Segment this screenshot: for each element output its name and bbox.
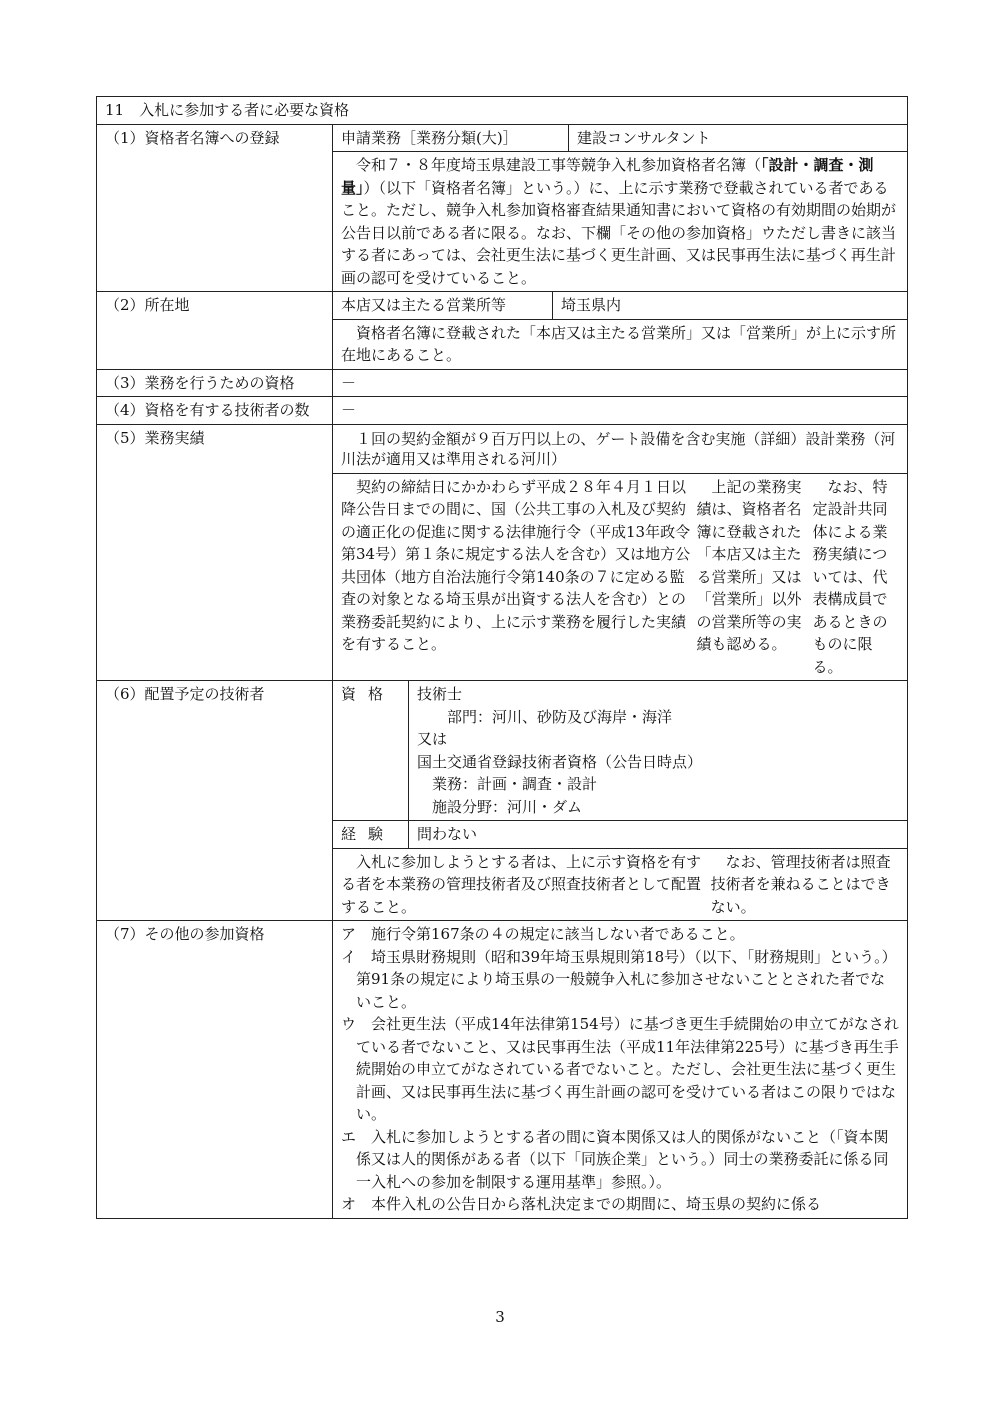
row-label: （7）その他の参加資格 <box>97 921 333 1218</box>
row-other-qualifications <box>97 920 907 1218</box>
list-item: エ 入札に参加しようとする者の間に資本関係又は人的関係がないこと（「資本関係又は人的関係がある者（以下「同族企業」という。）同士の業務委託に係る同一入札への参加を制限する運用基準」参照。）。 <box>341 1127 889 1191</box>
list-item: イ 埼玉県財務規則（昭和39年埼玉県規則第18号）（以下、「財務規則」という。）第91条の規定により埼玉県の一般競争入札に参加させないこととされた者でないこと。 <box>341 947 897 1011</box>
row-label: （3）業務を行うための資格 <box>97 370 333 397</box>
section-title-row <box>97 97 907 124</box>
page-number: 3 <box>495 1308 505 1326</box>
qualification-table <box>96 96 908 1219</box>
row-value: － <box>341 373 357 392</box>
qualification-values: 技術士 部門：河川、砂防及び海岸・海洋 又は 国土交通省登録技術者資格（公告日時点） 業務：計画・調査・設計 施設分野：河川・ダム <box>417 685 703 816</box>
list-item: オ 本件入札の公告日から落札決定までの期間に、埼玉県の契約に係る <box>341 1195 822 1213</box>
row-label: （5）業務実績 <box>97 425 333 681</box>
row-assigned-engineer <box>97 680 907 920</box>
row-value: － <box>341 401 357 419</box>
experience-key: 経験 <box>333 821 409 848</box>
record-details: 契約の締結日にかかわらず平成２８年４月１日以降公告日までの間に、国（公共工事の入札及び契約の適正化の促進に関する法律施行令（平成13年政令第34号）第１条に規定する法人を含む）又は地方公共団体（地方自治法施行令第140条の７に定める監査の対象となる埼玉県が出資する法人を含む）との業務委託契約により、上に示す業務を履行した実績を有すること。 上記の業務実績は、資格者名簿に登載された「本店又は主たる営業所」又は「営業所」以外の営業所等の実績も認める。 なお、特定設計共同体による業務実績については、代表構成員であるときのものに限る。 <box>341 477 888 676</box>
other-qualifications-list <box>333 921 907 1218</box>
row-business-qualification <box>97 369 907 397</box>
row-business-record <box>97 424 907 681</box>
record-requirement: １回の契約金額が９百万円以上の、ゲート設備を含む実施（詳細）設計業務（河川法が適用又は準用される河川） <box>333 425 907 474</box>
row-engineer-count <box>97 396 907 424</box>
row-label: （4）資格を有する技術者の数 <box>97 397 333 424</box>
sub-key: 申請業務［業務分類(大)］ <box>333 125 569 152</box>
location-text: 資格者名簿に登載された「本店又は主たる営業所」又は「営業所」が上に示す所在地にあること。 <box>341 323 897 364</box>
qualification-key: 資格 <box>333 681 409 820</box>
row-label: （1）資格者名簿への登録 <box>97 125 333 292</box>
row-label: （6）配置予定の技術者 <box>97 681 333 920</box>
row-registration <box>97 124 907 292</box>
section-title: 11 入札に参加する者に必要な資格 <box>105 101 350 119</box>
row-location <box>97 291 907 369</box>
sub-value: 建設コンサルタント <box>577 128 711 147</box>
list-item: ア 施行令第167条の４の規定に該当しない者であること。 <box>341 925 745 943</box>
sub-key: 本店又は主たる営業所等 <box>333 292 553 319</box>
experience-value: 問わない <box>417 825 478 843</box>
row-label: （2）所在地 <box>97 292 333 369</box>
list-item: ウ 会社更生法（平成14年法律第154号）に基づき更生手続開始の申立てがなされている者でないこと、又は民事再生法（平成11年法律第225号）に基づき再生手続開始の申立てがなされている者でないこと。ただし、会社更生法に基づく更生計画、又は民事再生法に基づく再生計画の認可を受けている者はこの限りではない。 <box>341 1015 899 1123</box>
sub-value: 埼玉県内 <box>561 296 622 314</box>
registration-text: 令和７・８年度埼玉県建設工事等競争入札参加資格者名簿（「設計・調査・測量」）（以下「資格者名簿」という。）に、上に示す業務で登載されている者であること。ただし、競争入札参加資格審査結果通知書において資格の有効期間の始期が公告日以前である者に限る。なお、下欄「その他の参加資格」ウただし書きに該当する者にあっては、会社更生法に基づく更生計画、又は民事再生法に基づく再生計画の認可を受けていること。 <box>341 156 897 287</box>
engineer-notes: 入札に参加しようとする者は、上に示す資格を有する者を本業務の管理技術者及び照査技術者として配置すること。 なお、管理技術者は照査技術者を兼ねることはできない。 <box>341 852 891 916</box>
